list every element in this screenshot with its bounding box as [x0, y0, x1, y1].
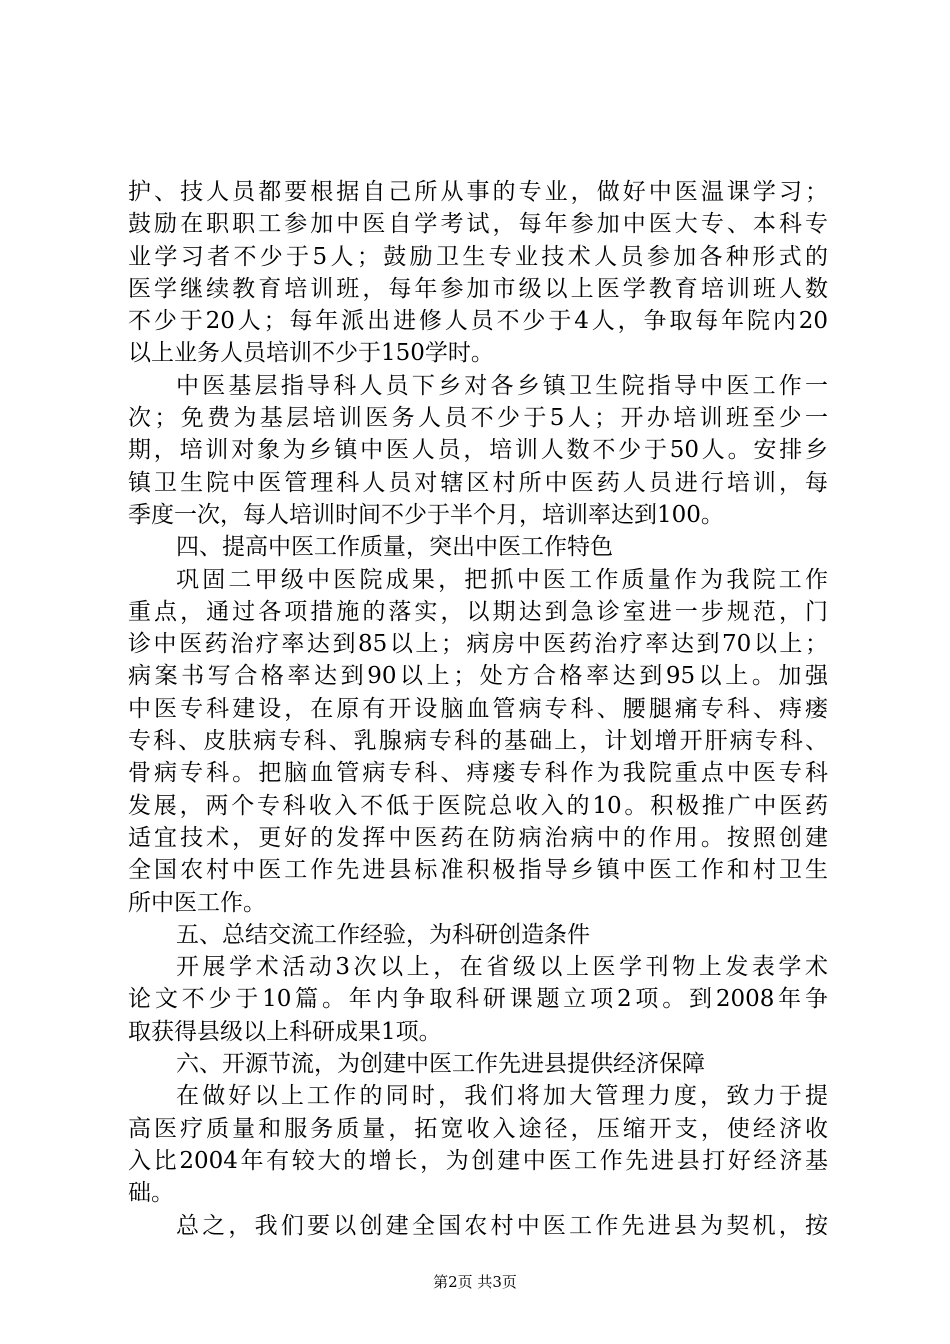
text-line: 五、总结交流工作经验，为科研创造条件 — [176, 921, 590, 948]
text-line: 所中医工作。 — [128, 889, 266, 916]
text-line: 次；免费为基层培训医务人员不少于5人；开办培训班至少一 — [128, 405, 828, 432]
text-line: 以上业务人员培训不少于150学时。 — [128, 340, 494, 367]
text-line: 季度一次，每人培训时间不少于半个月，培训率达到100。 — [128, 501, 724, 528]
text-line: 护、技人员都要根据自己所从事的专业，做好中医温课学习； — [128, 179, 828, 205]
text-line: 业学习者不少于5人；鼓励卫生专业技术人员参加各种形式的 — [128, 243, 828, 270]
text-line: 总之，我们要以创建全国农村中医工作先进县为契机，按 — [176, 1212, 828, 1239]
text-line: 础。 — [128, 1180, 174, 1207]
text-line: 发展，两个专科收入不低于医院总收入的10。积极推广中医药 — [128, 792, 828, 819]
text-line: 诊中医药治疗率达到85以上；病房中医药治疗率达到70以上； — [128, 631, 828, 658]
text-line: 不少于20人；每年派出进修人员不少于4人，争取每年院内20 — [128, 308, 828, 335]
text-line: 鼓励在职职工参加中医自学考试，每年参加中医大专、本科专 — [128, 211, 828, 238]
text-line: 全国农村中医工作先进县标准积极指导乡镇中医工作和村卫生 — [128, 857, 828, 884]
text-line: 论文不少于10篇。年内争取科研课题立项2项。到2008年争 — [128, 986, 828, 1013]
document-body — [128, 176, 828, 1242]
text-line: 中医基层指导科人员下乡对各乡镇卫生院指导中医工作一 — [176, 372, 828, 399]
text-line: 开展学术活动3次以上，在省级以上医学刊物上发表学术 — [176, 954, 828, 981]
text-line: 六、开源节流，为创建中医工作先进县提供经济保障 — [176, 1051, 705, 1078]
text-line: 期，培训对象为乡镇中医人员，培训人数不少于50人。安排乡 — [128, 437, 828, 464]
text-line: 专科、皮肤病专科、乳腺病专科的基础上，计划增开肝病专科、 — [128, 728, 828, 755]
text-line: 中医专科建设，在原有开设脑血管病专科、腰腿痛专科、痔瘘 — [128, 695, 828, 722]
text-line: 适宜技术，更好的发挥中医药在防病治病中的作用。按照创建 — [128, 824, 828, 851]
text-line: 四、提高中医工作质量，突出中医工作特色 — [176, 534, 613, 561]
text-line: 取获得县级以上科研成果1项。 — [128, 1018, 442, 1045]
text-line: 入比2004年有较大的增长，为创建中医工作先进县打好经济基 — [128, 1147, 828, 1174]
text-line: 重点，通过各项措施的落实，以期达到急诊室进一步规范，门 — [128, 598, 828, 625]
text-line: 镇卫生院中医管理科人员对辖区村所中医药人员进行培训，每 — [128, 469, 828, 496]
text-line: 医学继续教育培训班，每年参加市级以上医学教育培训班人数 — [128, 275, 828, 302]
page-footer: 第2页 共3页 — [433, 1273, 517, 1291]
text-line: 骨病专科。把脑血管病专科、痔瘘专科作为我院重点中医专科 — [128, 760, 828, 787]
text-line: 在做好以上工作的同时，我们将加大管理力度，致力于提 — [176, 1083, 828, 1110]
text-line: 高医疗质量和服务质量，拓宽收入途径，压缩开支，使经济收 — [128, 1115, 828, 1142]
text-line: 病案书写合格率达到90以上；处方合格率达到95以上。加强 — [128, 663, 828, 690]
text-line: 巩固二甲级中医院成果，把抓中医工作质量作为我院工作 — [176, 566, 828, 593]
